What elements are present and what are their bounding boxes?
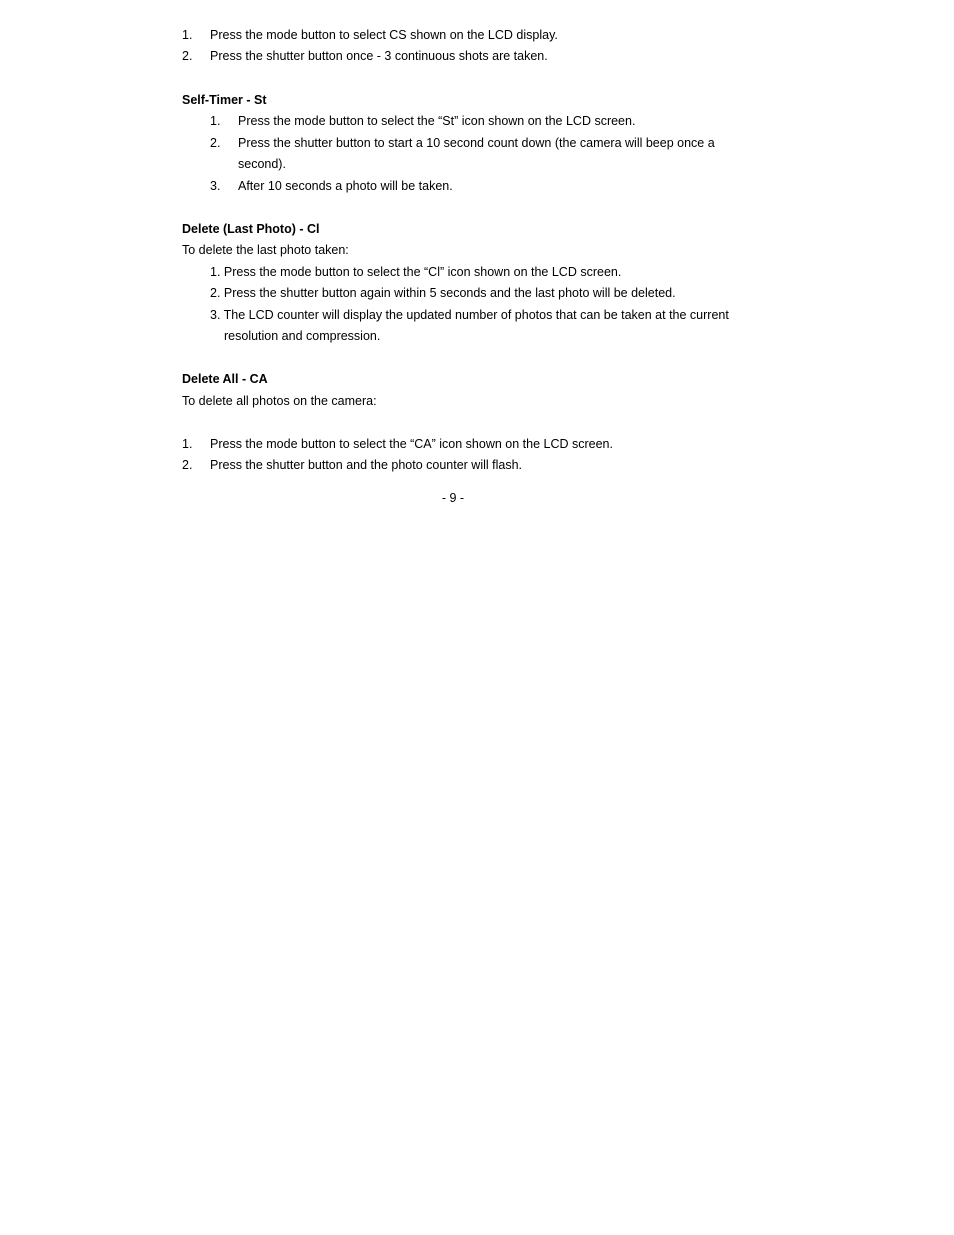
cs-step-1-number: 1. xyxy=(182,28,193,42)
st-step-2-text-continued: second). xyxy=(238,157,286,171)
st-step-1-number: 1. xyxy=(210,114,221,128)
delete-all-heading: Delete All - CA xyxy=(182,372,268,386)
st-step-1-text: Press the mode button to select the “St” icon shown on the LCD screen. xyxy=(238,114,636,128)
delete-all-step-1-text: Press the mode button to select the “CA” icon shown on the LCD screen. xyxy=(210,437,613,451)
st-step-2-number: 2. xyxy=(210,136,221,150)
delete-all-intro: To delete all photos on the camera: xyxy=(182,394,377,408)
st-step-3-text: After 10 seconds a photo will be taken. xyxy=(238,179,453,193)
st-step-3-number: 3. xyxy=(210,179,221,193)
delete-last-heading: Delete (Last Photo) - Cl xyxy=(182,222,320,236)
self-timer-heading: Self-Timer - St xyxy=(182,93,267,107)
delete-last-step-1: 1. Press the mode button to select the “Cl” icon shown on the LCD screen. xyxy=(210,265,622,279)
delete-all-step-2-number: 2. xyxy=(182,458,193,472)
delete-last-step-3-continued: resolution and compression. xyxy=(224,329,381,343)
st-step-2-text: Press the shutter button to start a 10 second count down (the camera will beep once a xyxy=(238,136,715,150)
delete-all-step-2-text: Press the shutter button and the photo counter will flash. xyxy=(210,458,522,472)
delete-last-intro: To delete the last photo taken: xyxy=(182,243,349,257)
cs-step-2-text: Press the shutter button once - 3 continuous shots are taken. xyxy=(210,49,548,63)
cs-step-1-text: Press the mode button to select CS shown on the LCD display. xyxy=(210,28,558,42)
page-number: - 9 - xyxy=(441,491,465,505)
delete-last-step-3: 3. The LCD counter will display the updated number of photos that can be taken at the current xyxy=(210,308,729,322)
delete-all-step-1-number: 1. xyxy=(182,437,193,451)
delete-last-step-2: 2. Press the shutter button again within 5 seconds and the last photo will be deleted. xyxy=(210,286,676,300)
cs-step-2-number: 2. xyxy=(182,49,193,63)
